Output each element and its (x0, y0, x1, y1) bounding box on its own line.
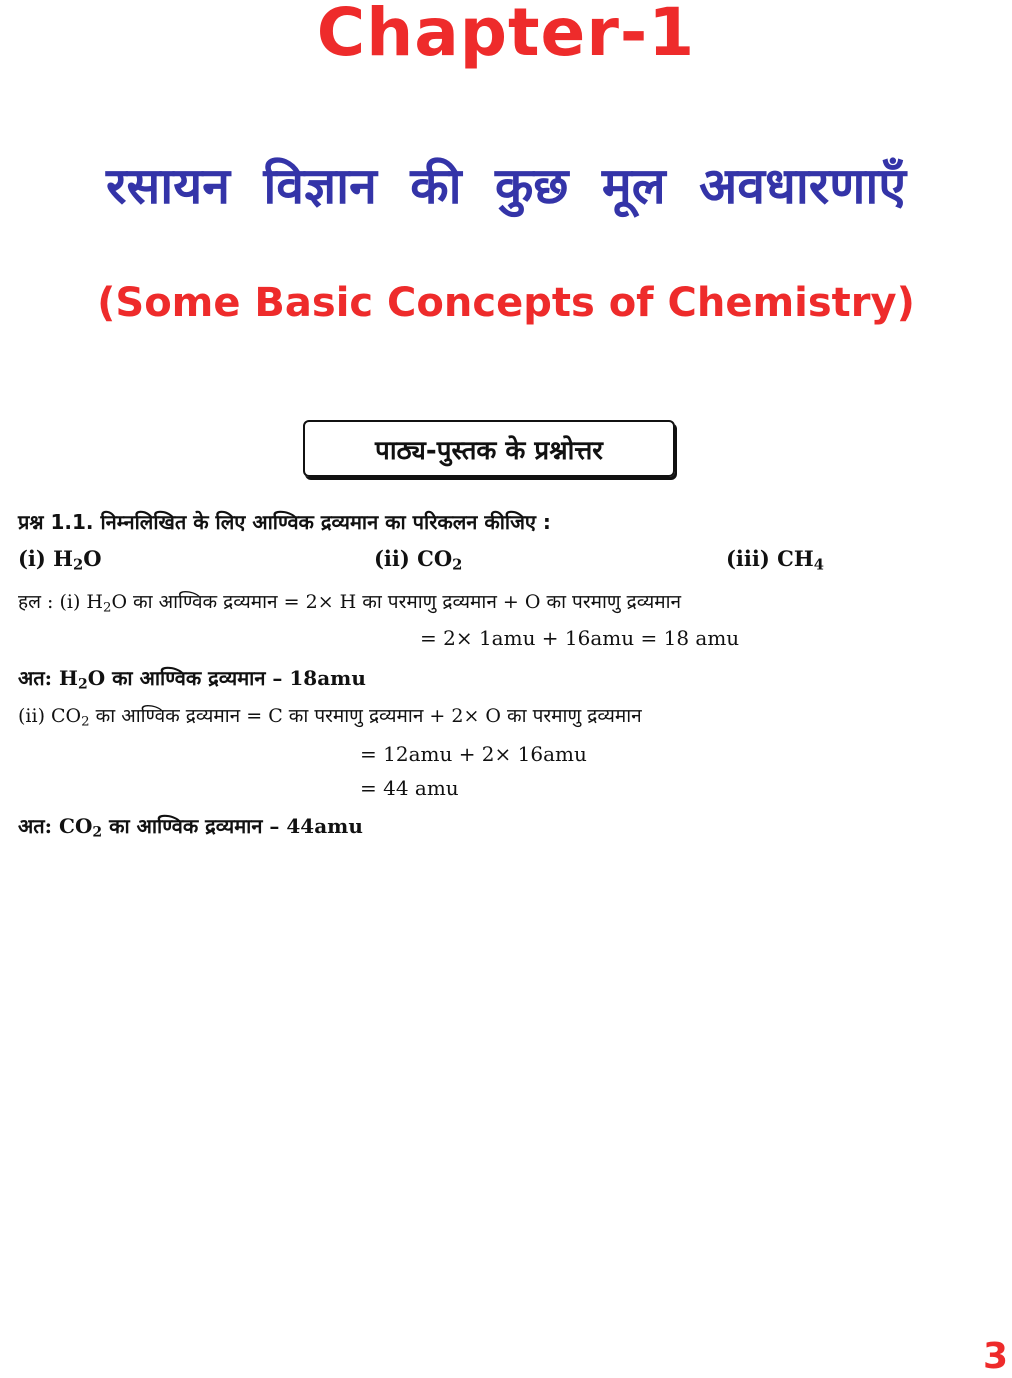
section-box-label: पाठ्य-पुस्तक के प्रश्नोत्तर (375, 435, 603, 466)
option-1-label: (i) (18, 546, 46, 571)
section-box (303, 420, 675, 477)
solution-line-1-sub: 2 (102, 600, 112, 616)
option-2-sub: 2 (452, 556, 463, 574)
solution-line-7-rest: का आण्विक द्रव्यमान – 44amu (109, 814, 363, 838)
solution-line-5: = 12amu + 2× 16amu (360, 742, 587, 766)
solution-line-3-prefix: अत: H (18, 666, 78, 690)
option-1-sub: 2 (73, 556, 84, 574)
solution-line-2: = 2× 1amu + 16amu = 18 amu (420, 626, 740, 650)
solution-line-7 (18, 812, 363, 841)
solution-line-3-sub: 2 (77, 676, 88, 693)
solution-line-1 (18, 588, 681, 615)
option-1-tail: O (83, 546, 102, 571)
option-1 (18, 546, 102, 574)
option-1-formula: H (53, 546, 74, 571)
solution-line-3 (18, 664, 366, 693)
chapter-heading: Chapter-1 (316, 0, 696, 71)
page-number: 3 (982, 1336, 1008, 1377)
hindi-title: रसायन विज्ञान की कुछ मूल अवधारणाएँ (106, 157, 906, 215)
solution-line-6: = 44 amu (360, 776, 459, 800)
english-title: (Some Basic Concepts of Chemistry) (97, 280, 915, 326)
option-3-sub: 4 (813, 556, 824, 574)
question-text: प्रश्न 1.1. निम्नलिखित के लिए आण्विक द्रव्यमान का परिकलन कीजिए : (18, 510, 551, 534)
solution-line-4-rest: का आण्विक द्रव्यमान = C का परमाणु द्रव्यमान + 2× O का परमाणु द्रव्यमान (95, 705, 642, 727)
option-2-formula: CO (417, 546, 453, 571)
solution-line-7-sub: 2 (92, 824, 103, 841)
solution-line-7-prefix: अत: CO (18, 814, 93, 838)
option-2-label: (ii) (374, 546, 410, 571)
option-3-label: (iii) (726, 546, 770, 571)
solution-line-4-sub: 2 (81, 714, 90, 730)
solution-line-4-prefix: (ii) CO (18, 705, 82, 727)
solution-line-1-rest: O का आण्विक द्रव्यमान = 2× H का परमाणु द्रव्यमान + O का परमाणु द्रव्यमान (111, 591, 682, 613)
option-3-formula: CH (777, 546, 814, 571)
option-2 (374, 546, 462, 574)
option-3 (726, 546, 824, 574)
solution-line-3-rest: O का आण्विक द्रव्यमान – 18amu (87, 666, 366, 690)
solution-line-4 (18, 702, 642, 729)
solution-line-1-prefix: हल : (i) H (18, 591, 103, 613)
